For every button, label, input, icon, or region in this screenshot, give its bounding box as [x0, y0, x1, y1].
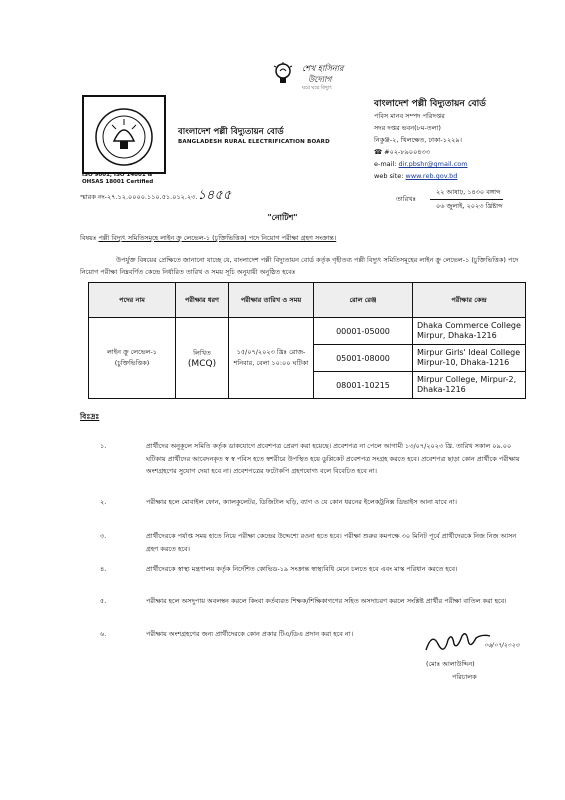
date-bangla: ২২ আষাঢ়, ১৪৩০ বঙ্গাব্দ [430, 186, 503, 200]
memo-number: স্মারক নং-২৭.১২.০০০০.১১০.৫১.০১২.২৩.১৪৫৫ [80, 188, 232, 203]
roll-cell: 00001-05000 [314, 318, 413, 345]
centre-cell: Dhaka Commerce College Mirpur, Dhaka-1216 [413, 318, 526, 345]
exam-schedule-table [88, 282, 526, 399]
centre-cell: Mirpur College, Mirpur-2, Dhaka-1216 [413, 372, 526, 399]
campaign-line-2: উদ্যোগ [308, 75, 332, 84]
date-block [396, 186, 503, 213]
col-datetime: পরীক্ষার তারিখ ও সময় [229, 283, 314, 318]
table-row [89, 318, 526, 345]
centre-cell: Mirpur Girls' Ideal College Mirpur-10, Dhaka-1216 [413, 345, 526, 372]
reb-emblem-icon [84, 97, 164, 172]
subject-line [80, 233, 520, 244]
website-line: web site: www.reb.gov.bd [374, 172, 458, 180]
signature-date: ০৬/০৭/২০২৩ [484, 642, 520, 649]
iso-certification: ISO 9001, ISO 14001 & OHSAS 18001 Certified [82, 172, 154, 185]
campaign-line-3: ঘরে ঘরে বিদ্যুৎ [302, 85, 332, 91]
date-label: তারিখঃ [396, 195, 416, 203]
org-name-bn: বাংলাদেশ পল্লী বিদ্যুতায়ন বোর্ড [178, 127, 284, 137]
phone: ☎ #০২-৮৯০০৪৩৩ [374, 148, 430, 156]
campaign-logo [272, 62, 356, 92]
subject-label: বিষয়ঃ [80, 234, 97, 242]
board-title: বাংলাদেশ পল্লী বিদ্যুতায়ন বোর্ড [374, 99, 486, 109]
notes-heading: বিঃদ্রঃ [80, 412, 100, 421]
address: নিকুঞ্জ-২, খিলক্ষেত, ঢাকা-১২২৯। [374, 136, 462, 144]
roll-cell: 08001-10215 [314, 372, 413, 399]
headquarters: সদর দপ্তর ভবন(৮ম-তলা) [374, 124, 441, 132]
signatory-designation: পরিচালক [452, 673, 477, 681]
signatory-name: (মোঃ আলাউদ্দিন) [426, 660, 475, 668]
col-roll: রোল রেঞ্জ [314, 283, 413, 318]
datetime-cell: ১৫/০৭/২০২৩ খ্রিঃ রোজ-শনিবার, বেলা ১০:০০ ঘটিকা [229, 318, 314, 399]
intro-paragraph: উপর্যুক্ত বিষয়ের প্রেক্ষিতে জানানো যাচ্ছে যে, বাংলাদেশ পল্লী বিদ্যুতায়ন বোর্ড কর্তৃক গৃহীতব্য পল্লী বিদ্যুৎ সমিতিসমূহের লাইন ক্রু লেভেল-১ (চুক্তিভিত্তিক) পদে নিয়োগ পরীক্ষা নিম্নবর্ণিত কেন্দ্রে নির্ধারিত তারিখ ও সময় সূচি অনুযায়ী অনুষ্ঠিত হবেঃ [80, 256, 519, 276]
col-centre: পরীক্ষার কেন্দ্র [413, 283, 526, 318]
col-type: পরীক্ষার ধরণ [176, 283, 229, 318]
memo-handwritten-number: ১৪৫৫ [197, 188, 232, 203]
type-cell: লিখিত (MCQ) [176, 318, 229, 399]
lightbulb-icon [272, 62, 294, 86]
col-post: পদের নাম [89, 283, 176, 318]
roll-cell: 05001-08000 [314, 345, 413, 372]
reb-seal [82, 95, 166, 174]
subject-text: পল্লী বিদ্যুৎ সমিতিসমূহে লাইন ক্রু লেভেল-১ (চুক্তিভিত্তিক) পদে নিয়োগ পরীক্ষা গ্রহণ সংক্রান্ত। [98, 234, 337, 242]
office-address-block [374, 98, 534, 182]
notice-title: "নোটিশ" [267, 213, 298, 222]
campaign-line-1: শেখ হাসিনার [302, 64, 344, 73]
website-link[interactable]: www.reb.gov.bd [405, 172, 458, 180]
date-english: ০৬ জুলাই, ২০২৩ খ্রিষ্টাব্দ [436, 202, 503, 210]
email-line: e-mail: dir.pbshr@gmail.com [374, 160, 468, 168]
post-cell: লাইন ক্রু লেভেল-১ (চুক্তিভিত্তিক) [89, 318, 176, 399]
email-link[interactable]: dir.pbshr@gmail.com [398, 160, 468, 168]
table-header-row [89, 283, 526, 318]
department: পবিস মানব সম্পদ পরিদপ্তর [374, 112, 445, 120]
org-name-en: BANGLADESH RURAL ELECTRIFICATION BOARD [178, 139, 330, 145]
